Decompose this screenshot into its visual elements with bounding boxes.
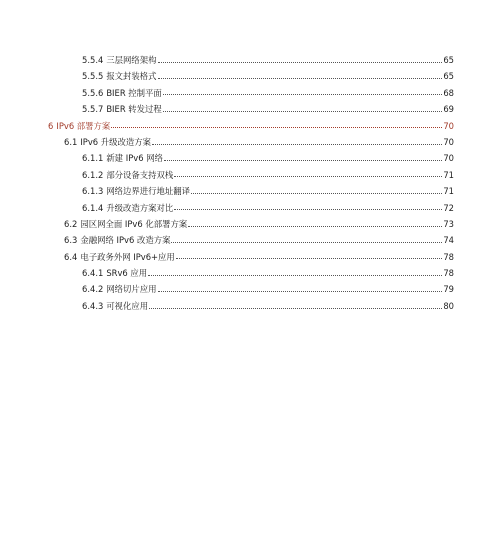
toc-entry-title: SRv6 应用 [106, 268, 148, 279]
toc-entry-number: 6.4 [64, 251, 78, 262]
toc-entry[interactable] [0, 150, 500, 166]
toc-entry-page: 68 [443, 87, 454, 98]
toc-entry-number: 6.4.1 [82, 268, 104, 279]
toc-entry-number: 5.5.5 [82, 71, 104, 82]
dot-leader [163, 94, 443, 95]
toc-entry-title: 网络边界进行地址翻译 [106, 186, 191, 197]
toc-entry-title: 金融网络 IPv6 改造方案 [80, 235, 171, 246]
toc-entry[interactable] [0, 200, 500, 216]
toc-entry-number: 6.2 [64, 218, 78, 229]
toc-entry-number: 5.5.7 [82, 104, 104, 115]
toc-entry-number: 6.1.2 [82, 169, 104, 180]
dot-leader [191, 193, 442, 194]
toc-entry[interactable] [0, 167, 500, 183]
toc-entry-page: 78 [443, 251, 454, 262]
dot-leader [111, 127, 442, 128]
toc-entry-page: 72 [443, 202, 454, 213]
toc-entry-title: BIER 控制平面 [106, 87, 162, 98]
toc-entry-number: 6.1.1 [82, 153, 104, 164]
toc-entry-title: IPv6 升级改造方案 [80, 136, 152, 147]
dot-leader [176, 258, 443, 259]
toc-entry-number: 6.1.3 [82, 186, 104, 197]
toc-entry-page: 65 [443, 55, 454, 65]
toc-entry[interactable] [0, 265, 500, 281]
table-of-contents [0, 52, 500, 314]
toc-entry-page: 65 [443, 71, 454, 82]
toc-entry-page: 70 [443, 120, 454, 131]
toc-entry-page: 73 [443, 218, 454, 229]
toc-entry-title: 电子政务外网 IPv6+应用 [80, 251, 175, 262]
toc-entry-page: 71 [443, 169, 454, 180]
toc-entry-number: 6.3 [64, 235, 78, 246]
toc-entry[interactable] [0, 232, 500, 248]
toc-entry-page: 69 [443, 104, 454, 115]
toc-entry[interactable] [0, 134, 500, 150]
toc-entry[interactable] [0, 298, 500, 314]
toc-entry-title: 网络切片应用 [106, 284, 157, 295]
dot-leader [158, 62, 443, 63]
dot-leader [174, 209, 442, 210]
toc-entry[interactable] [0, 281, 500, 297]
toc-entry-page: 79 [443, 284, 454, 295]
toc-entry-number: 6.4.3 [82, 300, 104, 311]
toc-entry-title: 可视化应用 [106, 300, 149, 311]
dot-leader [188, 226, 442, 227]
dot-leader [163, 111, 443, 112]
toc-entry-page: 80 [443, 300, 454, 311]
dot-leader [158, 291, 443, 292]
toc-entry-number: 6.4.2 [82, 284, 104, 295]
dot-leader [174, 176, 442, 177]
toc-entry-page: 78 [443, 268, 454, 279]
toc-entry-number: 6.1.4 [82, 202, 104, 213]
toc-entry[interactable] [0, 249, 500, 265]
dot-leader [149, 308, 442, 309]
toc-entry-page: 70 [443, 136, 454, 147]
dot-leader [158, 78, 443, 79]
toc-entry[interactable] [0, 85, 500, 101]
dot-leader [171, 242, 442, 243]
toc-entry-page: 74 [443, 235, 454, 246]
dot-leader [152, 144, 442, 145]
toc-entry-title: BIER 转发过程 [106, 104, 162, 115]
toc-entry[interactable] [0, 68, 500, 84]
toc-entry-title: IPv6 部署方案 [56, 120, 111, 131]
toc-entry[interactable] [0, 183, 500, 199]
dot-leader [164, 160, 442, 161]
toc-entry[interactable] [0, 216, 500, 232]
toc-entry-number: 5.5.4 [82, 55, 104, 65]
toc-entry-number: 5.5.6 [82, 87, 104, 98]
toc-entry-number: 6.1 [64, 136, 78, 147]
toc-entry-page: 70 [443, 153, 454, 164]
toc-entry-title: 三层网络架构 [106, 55, 157, 65]
toc-entry-number: 6 [48, 120, 54, 131]
toc-entry-title: 报文封装格式 [106, 71, 157, 82]
toc-entry[interactable] [0, 118, 500, 134]
toc-entry-page: 71 [443, 186, 454, 197]
toc-entry-title: 升级改造方案对比 [106, 202, 174, 213]
toc-entry[interactable] [0, 101, 500, 117]
dot-leader [148, 275, 442, 276]
toc-entry-title: 园区网全面 IPv6 化部署方案 [80, 218, 188, 229]
toc-entry[interactable] [0, 52, 500, 68]
toc-entry-title: 部分设备支持双栈 [106, 169, 174, 180]
toc-entry-title: 新建 IPv6 网络 [106, 153, 163, 164]
